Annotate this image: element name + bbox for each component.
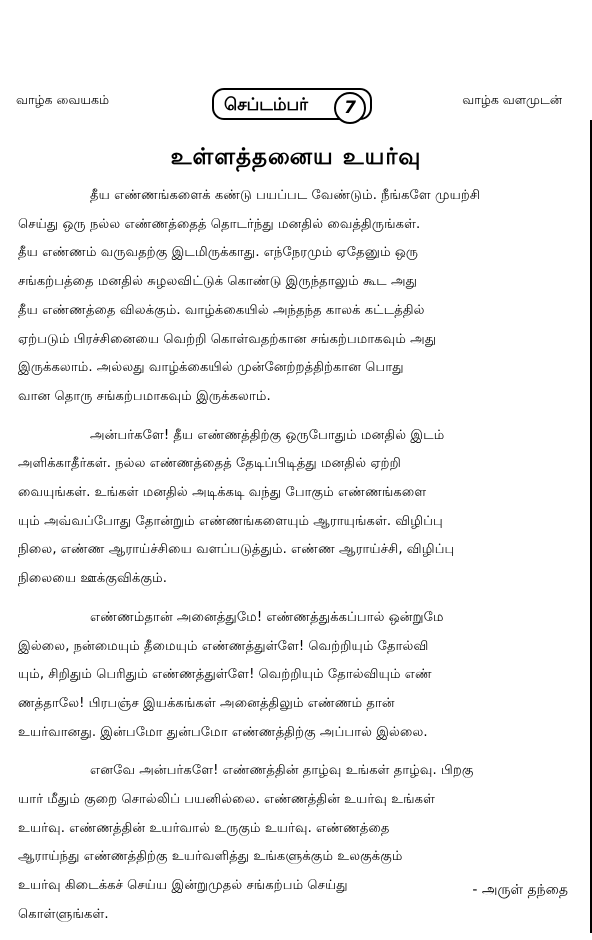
paragraph-1 bbox=[18, 182, 584, 412]
text-line: இல்லை, நன்மையும் தீமையும் எண்ணத்துள்ளே! வெற்றியும் தோல்வி bbox=[18, 638, 429, 654]
month-label: செப்டம்பர் bbox=[224, 95, 309, 115]
paragraph-4 bbox=[18, 757, 584, 929]
text-line: சங்கற்பத்தை மனதில் சுழலவிட்டுக் கொண்டு இருந்தாலும் கூட அது bbox=[18, 274, 418, 290]
text-line: ஆராய்ந்து எண்ணத்திற்கு உயர்வளித்து உங்களுக்கும் உலகுக்கும் bbox=[18, 849, 403, 865]
text-line: தீய எண்ணம் வருவதற்கு இடமிருக்காது. எந்நேரமும் ஏதேனும் ஒரு bbox=[18, 245, 419, 261]
day-number-badge: 7 bbox=[334, 92, 366, 124]
header-left-motto: வாழ்க வையகம் bbox=[16, 92, 110, 107]
text-line: யும் அவ்வப்போது தோன்றும் எண்ணங்களையும் ஆராயுங்கள். விழிப்பு bbox=[18, 513, 443, 529]
text-line: கொள்ளுங்கள். bbox=[18, 906, 109, 922]
text-line: தீய எண்ணங்களைக் கண்டு பயப்பட வேண்டும். நீங்களே முயற்சி bbox=[90, 188, 481, 203]
paragraph-2 bbox=[18, 422, 584, 594]
text-line: நிலையை ஊக்குவிக்கும். bbox=[18, 571, 167, 587]
text-line: நிலை, எண்ண ஆராய்ச்சியை வளப்படுத்தும். எண்ண ஆராய்ச்சி, விழிப்பு bbox=[18, 542, 455, 558]
text-line: உயர்வு. எண்ணத்தின் உயர்வால் உருகும் உயர்வு. எண்ணத்தை bbox=[18, 820, 390, 836]
text-line: ஏற்படும் பிரச்சினையை வெற்றி கொள்வதற்கான சங்கற்பமாகவும் அது bbox=[18, 331, 437, 347]
text-line: இருக்கலாம். அல்லது வாழ்க்கையில் முன்னேற்றத்திற்கான பொது bbox=[18, 360, 404, 376]
text-line: அன்பர்களே! தீய எண்ணத்திற்கு ஒருபோதும் மனதில் இடம் bbox=[90, 427, 445, 443]
text-line: வான தொரு சங்கற்பமாகவும் இருக்கலாம். bbox=[18, 388, 271, 404]
text-line: அளிக்காதீர்கள். நல்ல எண்ணத்தைத் தேடிப்பிடித்து மனதில் ஏற்றி bbox=[18, 456, 401, 472]
text-line: உயர்வானது. இன்பமோ துன்பமோ எண்ணத்திற்கு அப்பால் இல்லை. bbox=[18, 724, 428, 740]
text-line: எனவே அன்பர்களே! எண்ணத்தின் தாழ்வு உங்கள் தாழ்வு. பிறகு bbox=[90, 763, 474, 779]
author-signature: - அருள் தந்தை bbox=[472, 882, 568, 898]
text-line: ணத்தாலே! பிரபஞ்ச இயக்கங்கள் அனைத்திலும் எண்ணம் தான் bbox=[18, 695, 395, 711]
date-box bbox=[212, 88, 372, 120]
text-line: தீய எண்ணத்தை விலக்கும். வாழ்க்கையில் அந்தந்த காலக் கட்டத்தில் bbox=[18, 302, 425, 318]
page-title: உள்ளத்தனைய உயர்வு bbox=[170, 144, 422, 170]
text-line: உயர்வு கிடைக்கச் செய்ய இன்றுமுதல் சங்கற்பம் செய்து bbox=[18, 878, 348, 894]
text-line: வையுங்கள். உங்கள் மனதில் அடிக்கடி வந்து போகும் எண்ணங்களை bbox=[18, 485, 427, 501]
article-body bbox=[18, 182, 584, 940]
text-line: எண்ணம்தான் அனைத்துமே! எண்ணத்துக்கப்பால் ஒன்றுமே bbox=[90, 609, 444, 625]
text-line: யும், சிறிதும் பெரிதும் எண்ணத்துள்ளே! வெற்றியும் தோல்வியும் எண் bbox=[18, 667, 432, 683]
paragraph-3 bbox=[18, 604, 584, 748]
text-line: செய்து ஒரு நல்ல எண்ணத்தைத் தொடர்ந்து மனதில் வைத்திருங்கள். bbox=[18, 216, 421, 232]
text-line: யார் மீதும் குறை சொல்லிப் பயனில்லை. எண்ணத்தின் உயர்வு உங்கள் bbox=[18, 792, 436, 808]
header-right-motto: வாழ்க வளமுடன் bbox=[462, 92, 562, 107]
